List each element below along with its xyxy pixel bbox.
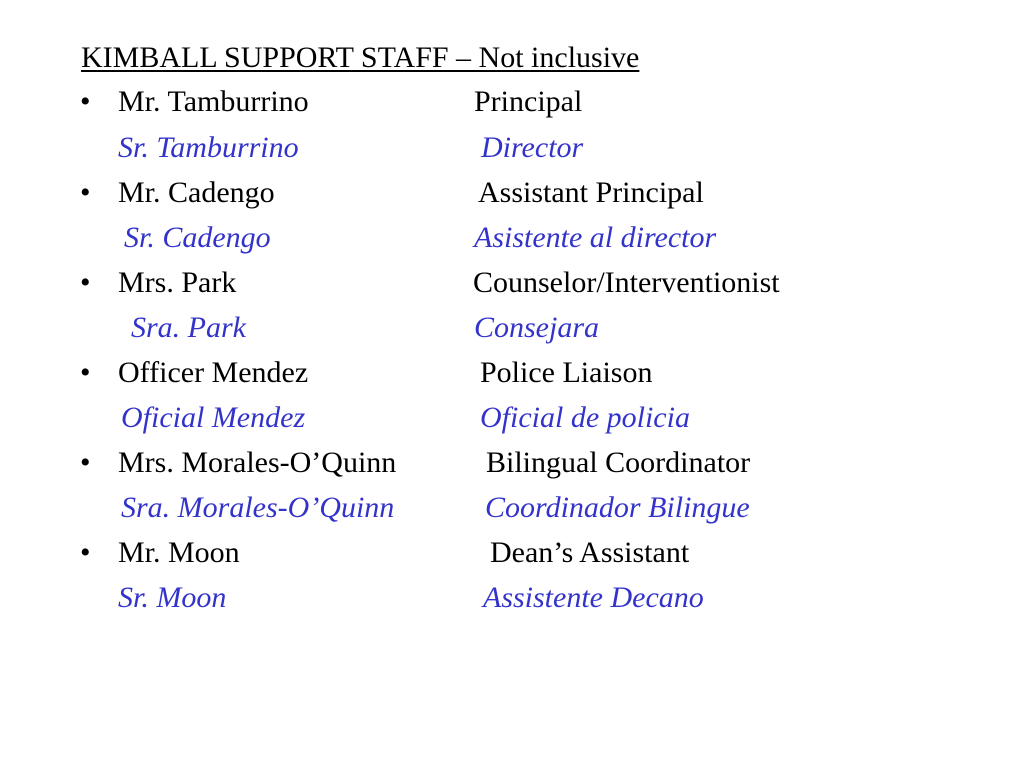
staff-name-spanish: Sr. Cadengo (124, 221, 271, 254)
staff-role-english: Police Liaison (480, 356, 653, 389)
staff-role-spanish: Coordinador Bilingue (485, 491, 750, 524)
staff-role-english: Assistant Principal (478, 176, 704, 209)
staff-name-spanish: Sra. Morales-O’Quinn (121, 491, 395, 524)
staff-role-english: Counselor/Interventionist (473, 266, 780, 299)
staff-role-english: Principal (474, 85, 583, 118)
bullet-icon: • (80, 536, 91, 569)
staff-name-english: Mrs. Park (118, 266, 237, 299)
bullet-icon: • (80, 446, 91, 479)
staff-name-english: Mr. Tamburrino (118, 85, 309, 118)
staff-role-spanish: Asistente al director (474, 221, 717, 254)
bullet-icon: • (80, 176, 91, 209)
staff-role-spanish: Assistente Decano (483, 581, 704, 614)
bullet-icon: • (80, 85, 91, 118)
staff-role-english: Bilingual Coordinator (486, 446, 751, 479)
staff-name-english: Mr. Cadengo (118, 176, 275, 209)
slide-title: KIMBALL SUPPORT STAFF – Not inclusive (81, 41, 640, 74)
staff-name-english: Officer Mendez (118, 356, 309, 389)
bullet-icon: • (80, 266, 91, 299)
staff-name-spanish: Sra. Park (131, 311, 246, 344)
staff-role-spanish: Consejara (474, 311, 600, 344)
staff-name-spanish: Oficial Mendez (121, 401, 306, 434)
bullet-icon: • (80, 356, 91, 389)
staff-name-english: Mrs. Morales-O’Quinn (118, 446, 397, 479)
staff-name-spanish: Sr. Tamburrino (118, 131, 299, 164)
staff-name-spanish: Sr. Moon (118, 581, 227, 614)
staff-role-spanish: Oficial de policia (480, 401, 690, 434)
staff-role-spanish: Director (481, 131, 584, 164)
staff-role-english: Dean’s Assistant (490, 536, 690, 569)
staff-name-english: Mr. Moon (118, 536, 240, 569)
